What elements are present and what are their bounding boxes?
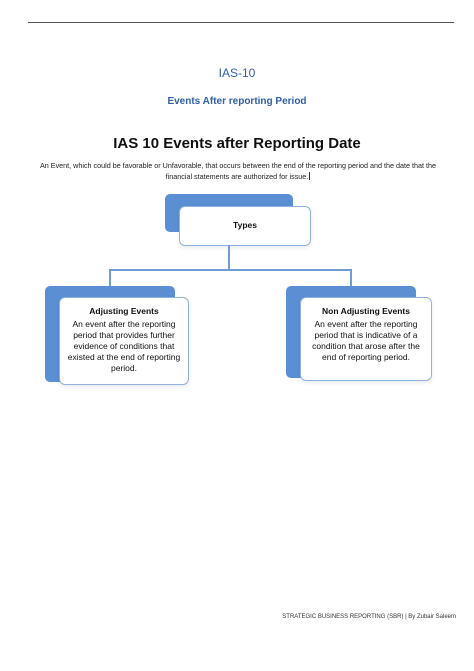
intro-paragraph — [40, 160, 436, 182]
connector-left-vertical — [109, 269, 111, 287]
header-rule — [28, 22, 454, 23]
adjusting-events-box — [59, 297, 189, 385]
document-label: IAS-10 — [218, 66, 256, 80]
non-adjusting-events-description: An event after the reporting period that is indicative of a condition that arose after the end of reporting period. — [312, 319, 420, 362]
non-adjusting-events-box — [300, 297, 432, 381]
text-cursor — [309, 172, 310, 180]
types-box — [179, 206, 311, 246]
intro-text: An Event, which could be favorable or Unfavorable, that occurs between the end of the reporting period and the date that the financial statements are authorized for issue. — [40, 161, 436, 181]
connector-right-vertical — [350, 269, 352, 287]
non-adjusting-events-title: Non Adjusting Events — [322, 306, 410, 316]
connector-horizontal — [109, 269, 352, 271]
adjusting-events-title: Adjusting Events — [89, 306, 159, 316]
adjusting-events-description: An event after the reporting period that provides further evidence of conditions that existed at the end of reporting period. — [67, 319, 181, 373]
types-label: Types — [233, 220, 257, 230]
document-subtitle: Events After reporting Period — [167, 96, 307, 107]
page-title: IAS 10 Events after Reporting Date — [113, 135, 361, 152]
page-footer: STRATEGIC BUSINESS REPORTING (SBR) | By Zubair Saleem — [282, 614, 456, 620]
connector-root-vertical — [228, 245, 230, 269]
